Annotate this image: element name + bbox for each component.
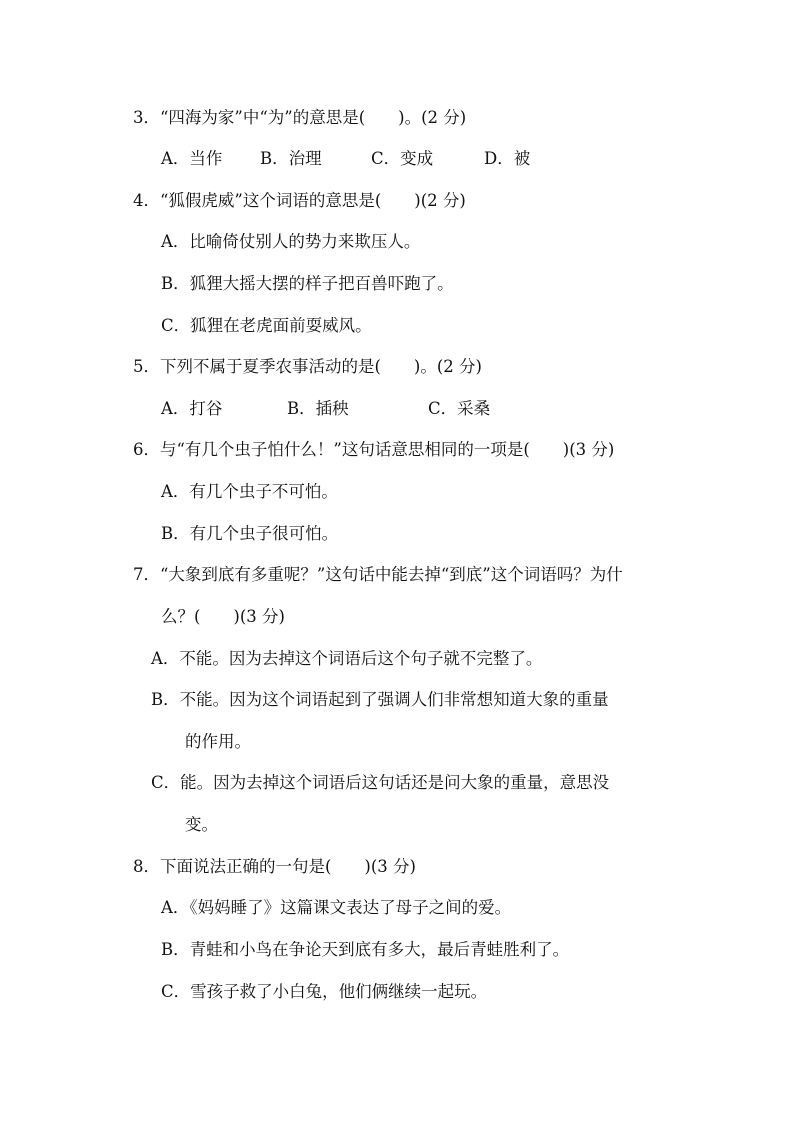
question-5-option-c: C．采桑 bbox=[428, 399, 491, 418]
question-4-option-b: B．狐狸大摇大摆的样子把百兽吓跑了。 bbox=[161, 274, 454, 293]
question-3-option-c: C．变成 bbox=[371, 149, 434, 168]
question-5-stem: 5．下列不属于夏季农事活动的是( )。(2 分) bbox=[133, 357, 482, 376]
question-3-stem: 3．“四海为家”中“为”的意思是( )。(2 分) bbox=[133, 108, 467, 127]
question-4-option-c: C．狐狸在老虎面前耍威风。 bbox=[161, 316, 372, 335]
question-7-stem-line2: 么？( )(3 分) bbox=[161, 607, 285, 626]
question-7-option-c-line2: 变。 bbox=[185, 815, 218, 834]
question-6-option-b: B．有几个虫子很可怕。 bbox=[161, 524, 339, 543]
question-7-option-a: A．不能。因为去掉这个词语后这个句子就不完整了。 bbox=[151, 649, 543, 668]
question-8-stem: 8．下面说法正确的一句是( )(3 分) bbox=[133, 857, 416, 876]
question-8-option-c: C．雪孩子救了小白兔，他们俩继续一起玩。 bbox=[161, 982, 488, 1001]
question-4-option-a: A．比喻倚仗别人的势力来欺压人。 bbox=[161, 232, 421, 251]
question-3-option-d: D．被 bbox=[484, 149, 531, 168]
question-7-option-b-line2: 的作用。 bbox=[185, 732, 251, 751]
question-6-stem: 6．与“有几个虫子怕什么！”这句话意思相同的一项是( )(3 分) bbox=[133, 440, 615, 459]
question-5-option-a: A．打谷 bbox=[161, 399, 223, 418]
question-6-option-a: A．有几个虫子不可怕。 bbox=[161, 482, 338, 501]
question-7-option-b-line1: B．不能。因为这个词语起到了强调人们非常想知道大象的重量 bbox=[151, 690, 609, 709]
question-3-option-a: A．当作 bbox=[161, 149, 223, 168]
question-7-option-c-line1: C．能。因为去掉这个词语后这句话还是问大象的重量，意思没 bbox=[151, 773, 610, 792]
question-5-option-b: B．插秧 bbox=[287, 399, 349, 418]
question-3-option-b: B．治理 bbox=[260, 149, 322, 168]
question-7-stem-line1: 7．“大象到底有多重呢？”这句话中能去掉“到底”这个词语吗？为什 bbox=[133, 565, 623, 584]
question-8-option-a: A．《妈妈睡了》这篇课文表达了母子之间的爱。 bbox=[161, 898, 512, 917]
question-4-stem: 4．“狐假虎威”这个词语的意思是( )(2 分) bbox=[133, 191, 466, 210]
question-8-option-b: B．青蛙和小鸟在争论天到底有多大，最后青蛙胜利了。 bbox=[161, 940, 570, 959]
